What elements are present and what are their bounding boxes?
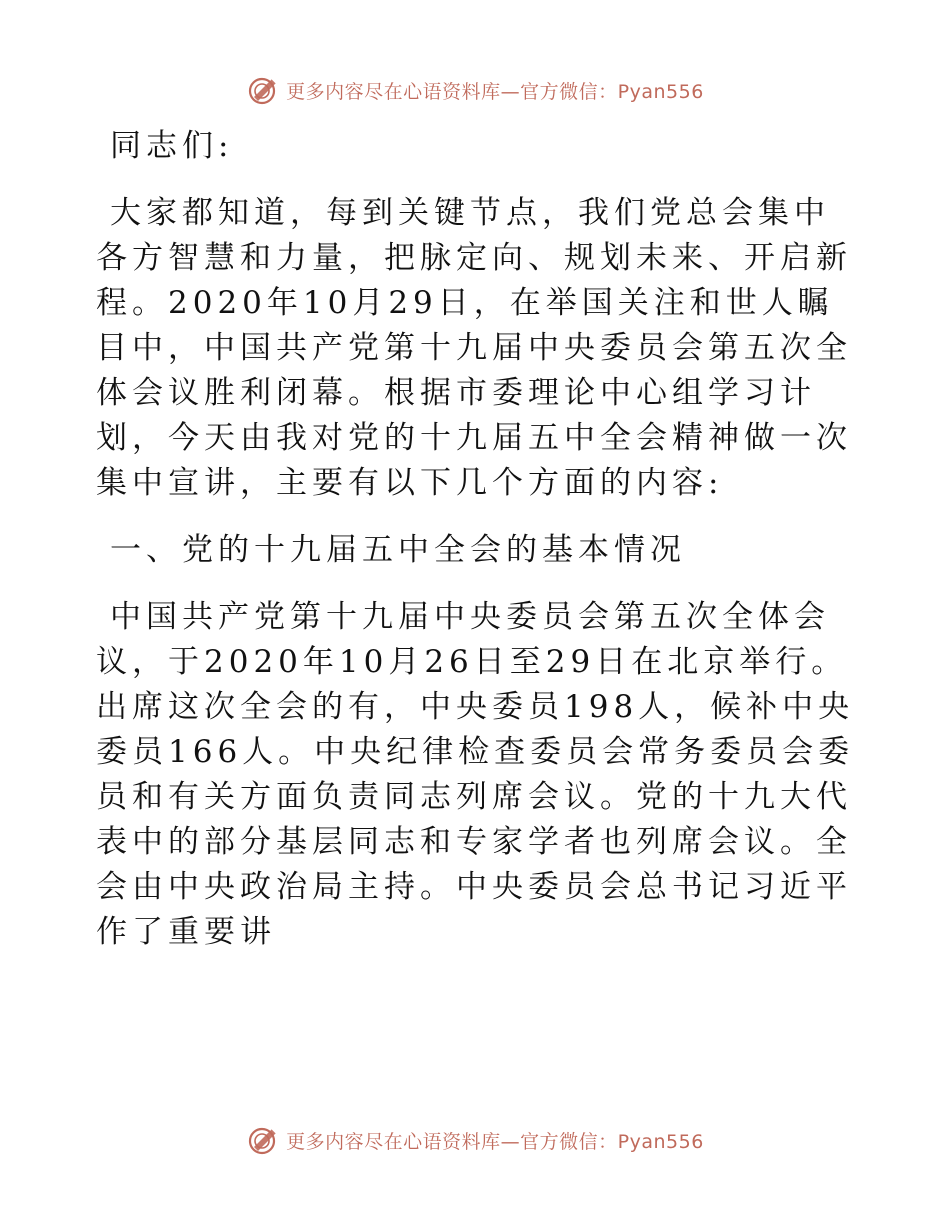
footer-watermark xyxy=(0,1120,950,1160)
pen-logo-icon xyxy=(246,73,280,107)
salutation: 同志们: xyxy=(110,128,234,164)
paragraph-1: 大家都知道，每到关键节点，我们党总会集中各方智慧和力量，把脉定向、规划未来、开启新程。2020年10月29日，在举国关注和世人瞩目中，中国共产党第十九届中央委员会第五次全体会议胜利闭幕。根据市委理论中心组学习计划，今天由我对党的十九届五中全会精神做一次集中宣讲，主要有以下几个方面的内容: xyxy=(96,195,852,501)
footer-watermark-text: 更多内容尽在心语资料库—官方微信：Pyan556 xyxy=(286,1130,704,1153)
header-watermark xyxy=(0,70,950,110)
paragraph-2: 中国共产党第十九届中央委员会第五次全体会议，于2020年10月26日至29日在北京举行。出席这次全会的有，中央委员198人，候补中央委员166人。中央纪律检查委员会常务委员会委员和有关方面负责同志列席会议。党的十九大代表中的部分基层同志和专家学者也列席会议。全会由中央政治局主持。中央委员会总书记习近平作了重要讲 xyxy=(96,599,855,950)
section-heading-1: 一、党的十九届五中全会的基本情况 xyxy=(110,532,686,568)
pen-logo-icon xyxy=(246,1123,280,1157)
document-body xyxy=(96,124,856,955)
header-watermark-text: 更多内容尽在心语资料库—官方微信：Pyan556 xyxy=(286,80,704,103)
